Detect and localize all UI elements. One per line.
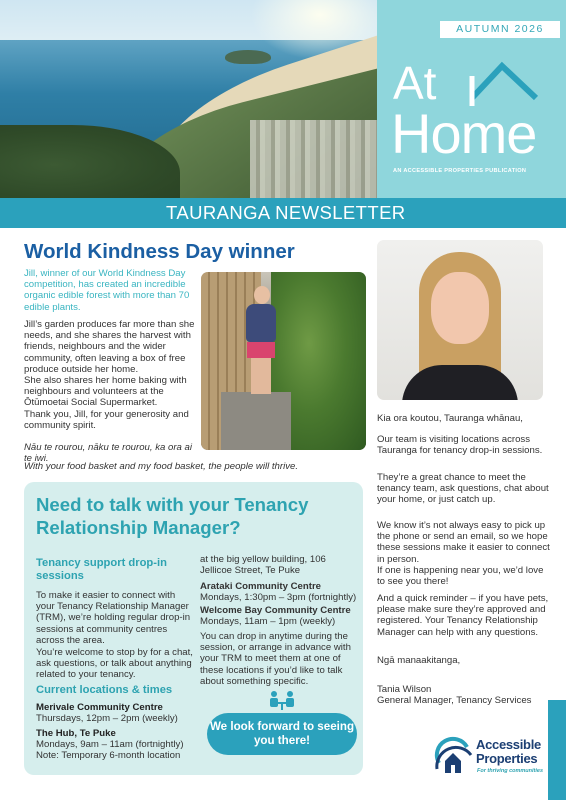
logo-tagline: For thriving communities xyxy=(477,768,544,774)
letter-name: Tania Wilson xyxy=(377,684,432,695)
article-paragraph: She also shares her home baking with neighbours and volunteers at the Ōtūmoetai Social Supermarket. xyxy=(24,375,187,409)
people-chatting-icon xyxy=(267,689,297,711)
location-name: The Hub, Te Puke xyxy=(36,728,116,739)
letter-paragraph: They’re a great chance to meet the tenancy team, ask questions, chat about your home, or just catch up. xyxy=(377,472,549,506)
brand-subtitle: AN ACCESSIBLE PROPERTIES PUBLICATION xyxy=(393,168,527,174)
brand-at: At xyxy=(393,57,437,109)
location-time: Thursdays, 12pm – 2pm (weekly) xyxy=(36,713,178,724)
season-label: AUTUMN 2026 xyxy=(440,21,560,38)
letter-role: General Manager, Tenancy Services xyxy=(377,695,532,706)
location-time: Mondays, 9am – 11am (fortnightly) xyxy=(36,739,184,750)
letter-paragraph: We know it’s not always easy to pick up the phone or send an email, so we hope these sessions make it easier to connect in person. xyxy=(377,520,550,565)
article-lead: Jill, winner of our World Kindness Day competition, has created an incredible organic edible forest with more than 70 edible plants. xyxy=(24,268,190,313)
support-text: You’re welcome to stop by for a chat, ask questions, or talk about anything related to your tenancy. xyxy=(36,647,193,681)
edge-accent xyxy=(548,700,566,800)
drop-in-text: You can drop in anytime during the session, or arrange in advance with your TRM to meet them at one of these locations if you’d like to talk about something specific. xyxy=(200,631,351,687)
location-address: at the big yellow building, 106 Jellicoe Street, Te Puke xyxy=(200,554,326,576)
support-heading: Tenancy support drop-in sessions xyxy=(36,557,167,582)
article-paragraph: Thank you, Jill, for your generosity and community spirit. xyxy=(24,409,189,432)
location-item xyxy=(36,728,196,761)
location-note: Note: Temporary 6-month location xyxy=(36,750,181,761)
letter-paragraph: Our team is visiting locations across Tauranga for tenancy drop-in sessions. xyxy=(377,434,543,457)
brand-home: Home xyxy=(391,102,537,165)
location-name: Welcome Bay Community Centre xyxy=(200,605,351,616)
logo-line: Accessible xyxy=(476,737,541,752)
location-item xyxy=(200,581,360,603)
cta-pill: We look forward to seeing you there! xyxy=(207,713,357,755)
manager-portrait-photo xyxy=(377,240,543,400)
roof-logo-icon xyxy=(430,58,540,108)
newsletter-title: TAURANGA NEWSLETTER xyxy=(166,202,406,223)
letter-signoff: Ngā manaakitanga, xyxy=(377,655,461,666)
box-title: Need to talk with your Tenancy Relationship Manager? xyxy=(36,494,309,538)
location-item xyxy=(200,605,360,627)
location-name: Merivale Community Centre xyxy=(36,702,163,713)
garden-photo xyxy=(201,272,366,450)
article-heading: World Kindness Day winner xyxy=(24,240,295,263)
location-item xyxy=(36,702,196,724)
beach-landscape-photo xyxy=(0,0,377,198)
article-paragraph: Jill’s garden produces far more than she needs, and she shares the harvest with friends, neighbours and the wider community, often leaving a box of free produce outside her home. xyxy=(24,319,195,375)
locations-heading: Current locations & times xyxy=(36,684,173,696)
logo-line: Properties xyxy=(476,750,538,766)
letter-paragraph: And a quick reminder – if you have pets, please make sure they’re approved and registered. Your Tenancy Relationship Manager can help with any questions. xyxy=(377,593,549,638)
accessible-properties-logo-icon xyxy=(433,733,473,775)
location-time: Mondays, 11am – 1pm (weekly) xyxy=(200,616,336,627)
location-name: Arataki Community Centre xyxy=(200,581,322,592)
support-text: To make it easier to connect with your Tenancy Relationship Manager (TRM), we’re holding regular drop-in sessions at community centres across the area. xyxy=(36,590,191,646)
location-time: Mondays, 1:30pm – 3pm (fortnightly) xyxy=(200,592,357,603)
masthead xyxy=(0,0,566,198)
maori-proverb: Nāu te rourou, nāku te rourou, ka ora ai te iwi. xyxy=(24,442,192,465)
proverb-translation: With your food basket and my food basket, the people will thrive. xyxy=(24,461,299,472)
letter-paragraph: If one is happening near you, we’d love to see you there! xyxy=(377,565,544,588)
letter-greeting: Kia ora koutou, Tauranga whānau, xyxy=(377,413,523,424)
